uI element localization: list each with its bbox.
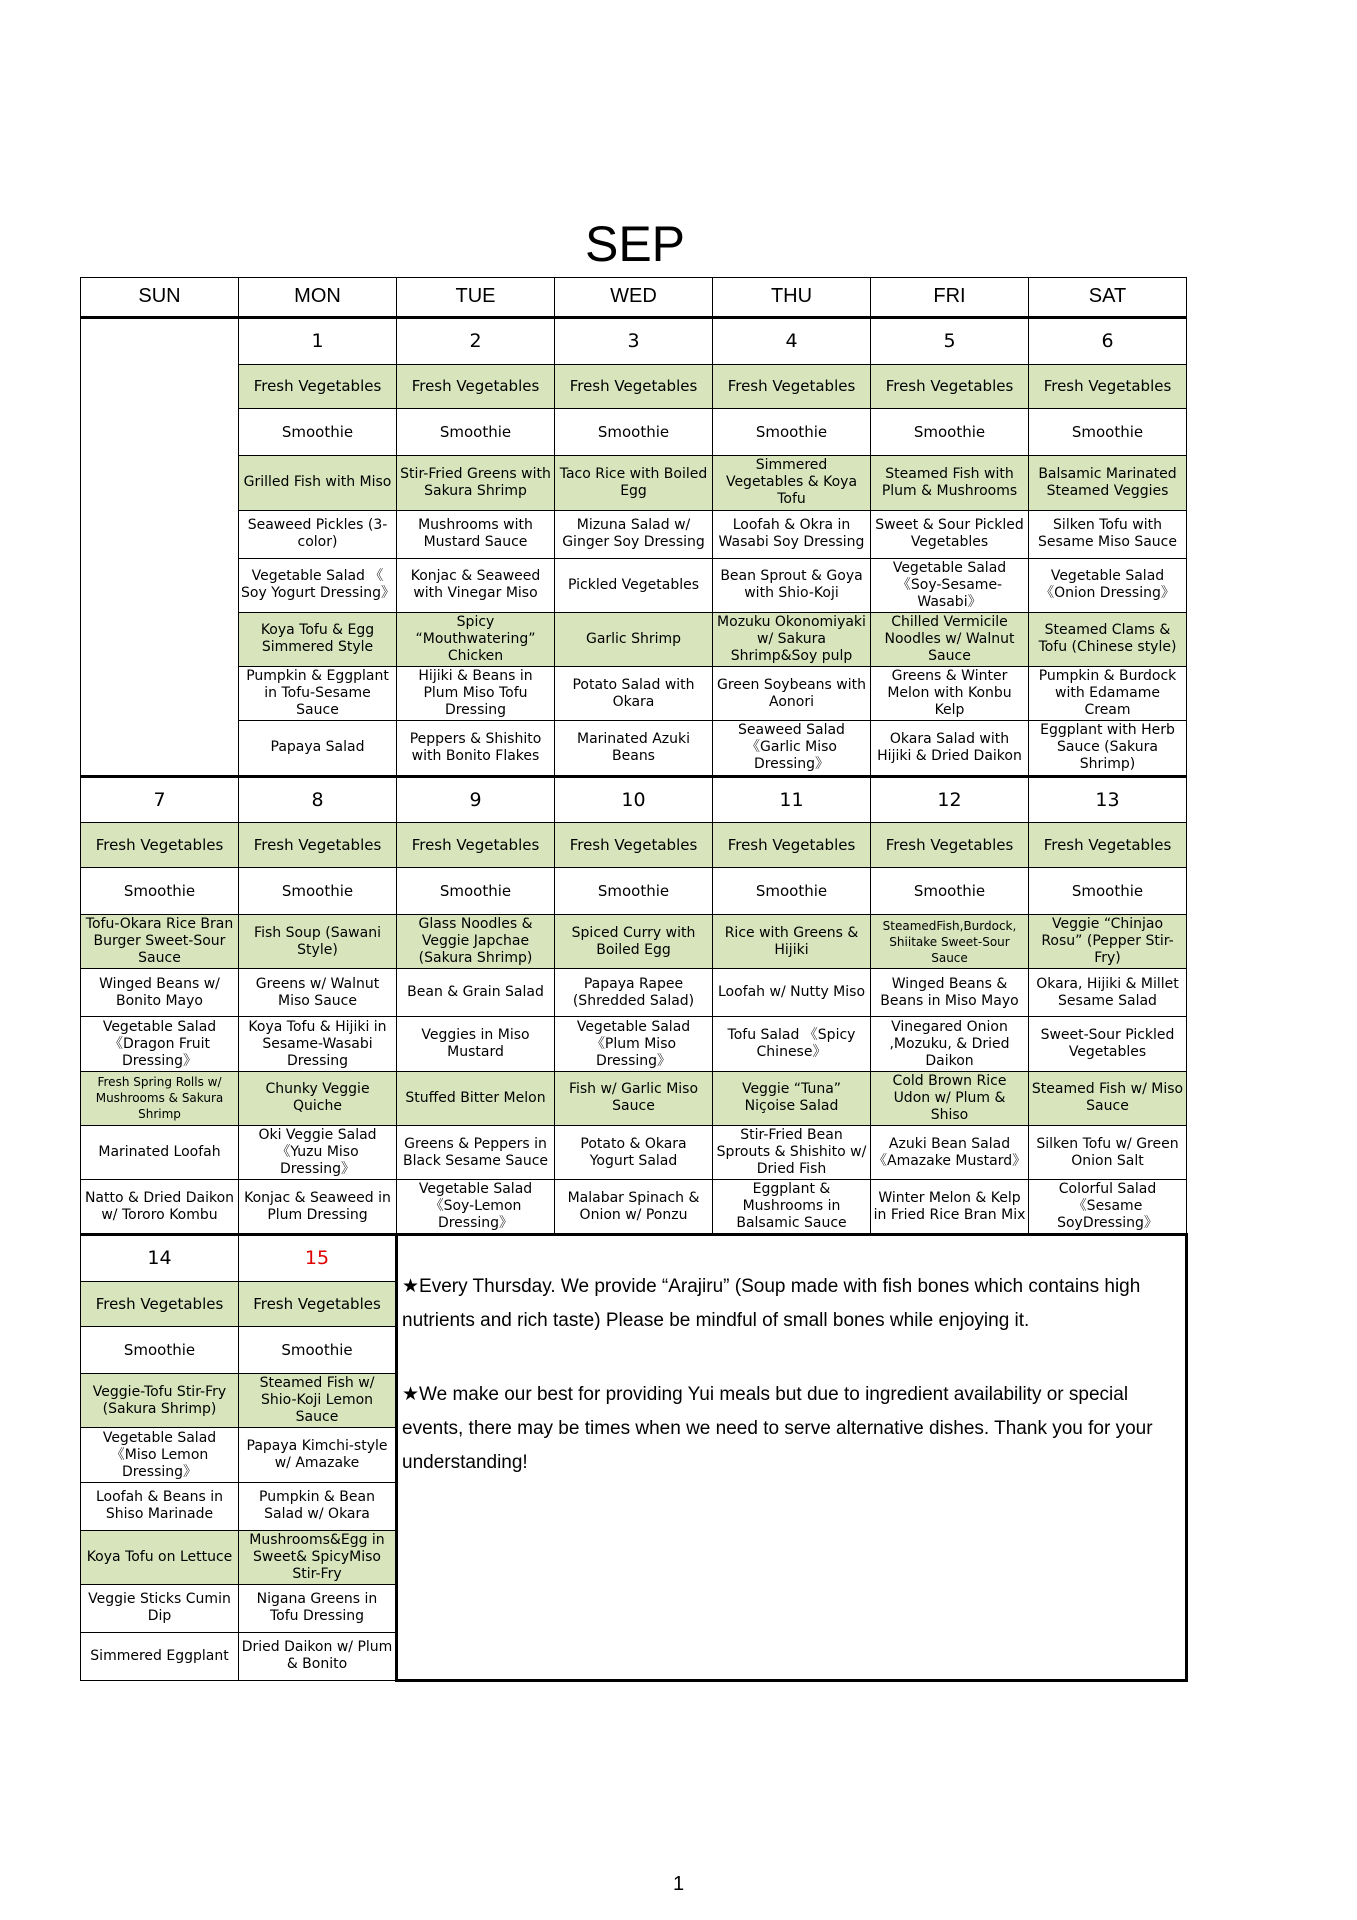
- menu-item: Rice with Greens & Hijiki: [713, 915, 871, 969]
- menu-item: Veggie “Tuna” Niçoise Salad: [713, 1071, 871, 1125]
- menu-item: Loofah & Okra in Wasabi Soy Dressing: [713, 510, 871, 558]
- week1-dish-row: [81, 667, 1187, 721]
- menu-item: Chilled Vermicile Noodles w/ Walnut Sauce: [871, 612, 1029, 666]
- menu-item: Bean Sprout & Goya with Shio-Koji: [713, 558, 871, 612]
- week2-vegetables-row: [81, 823, 1187, 868]
- menu-item: Fresh Vegetables: [239, 823, 397, 868]
- menu-item: Silken Tofu w/ Green Onion Salt: [1029, 1125, 1187, 1179]
- menu-item: Silken Tofu with Sesame Miso Sauce: [1029, 510, 1187, 558]
- holiday-date-number: 15: [239, 1235, 397, 1282]
- menu-item: Smoothie: [713, 868, 871, 915]
- date-number: 9: [397, 776, 555, 823]
- menu-item: Vegetable Salad 《Dragon Fruit Dressing》: [81, 1017, 239, 1071]
- thursday-soup-note: ★Every Thursday. We provide “Arajiru” (Soup made with fish bones which contains high nutrients and rich taste) Please be mindful of small bones while enjoying it.: [402, 1276, 1141, 1332]
- menu-item: Cold Brown Rice Udon w/ Plum & Shiso: [871, 1071, 1029, 1125]
- weekday-header-row: [81, 278, 1187, 318]
- weekday-header: WED: [555, 278, 713, 318]
- menu-item: Smoothie: [81, 1327, 239, 1374]
- menu-item: Fresh Vegetables: [871, 823, 1029, 868]
- menu-item: Papaya Salad: [239, 721, 397, 776]
- date-number: 14: [81, 1235, 239, 1282]
- menu-item: Green Soybeans with Aonori: [713, 667, 871, 721]
- menu-item: Smoothie: [397, 868, 555, 915]
- menu-item: Smoothie: [397, 409, 555, 456]
- menu-item: Vegetable Salad 《Soy-Lemon Dressing》: [397, 1180, 555, 1235]
- menu-item: Glass Noodles & Veggie Japchae (Sakura Shrimp): [397, 915, 555, 969]
- menu-item: Papaya Rapee (Shredded Salad): [555, 969, 713, 1017]
- menu-item: Koya Tofu on Lettuce: [81, 1530, 239, 1584]
- weekday-header: THU: [713, 278, 871, 318]
- empty-day-cell: [81, 317, 239, 776]
- menu-item: Colorful Salad 《Sesame SoyDressing》: [1029, 1180, 1187, 1235]
- menu-item: SteamedFish,Burdock, Shiitake Sweet-Sour Sauce: [871, 915, 1029, 969]
- menu-item: Stuffed Bitter Melon: [397, 1071, 555, 1125]
- week2-dish-row: [81, 1125, 1187, 1179]
- menu-item: Okara Salad with Hijiki & Dried Daikon: [871, 721, 1029, 776]
- menu-item: Mizuna Salad w/ Ginger Soy Dressing: [555, 510, 713, 558]
- menu-item: Smoothie: [871, 409, 1029, 456]
- menu-item: Simmered Eggplant: [81, 1632, 239, 1680]
- menu-item: Winged Beans & Beans in Miso Mayo: [871, 969, 1029, 1017]
- week2-dish-row: [81, 969, 1187, 1017]
- menu-item: Loofah & Beans in Shiso Marinade: [81, 1482, 239, 1530]
- menu-item: Stir-Fried Bean Sprouts & Shishito w/ Dried Fish: [713, 1125, 871, 1179]
- menu-item: Vegetable Salad 《Plum Miso Dressing》: [555, 1017, 713, 1071]
- date-number: 13: [1029, 776, 1187, 823]
- menu-item: Fresh Vegetables: [239, 1282, 397, 1327]
- date-number: 7: [81, 776, 239, 823]
- menu-item: Konjac & Seaweed with Vinegar Miso: [397, 558, 555, 612]
- week2-dish-row: [81, 915, 1187, 969]
- menu-item: Sweet & Sour Pickled Vegetables: [871, 510, 1029, 558]
- menu-item: Greens & Winter Melon with Konbu Kelp: [871, 667, 1029, 721]
- menu-item: Fresh Vegetables: [555, 364, 713, 409]
- week2-date-row: [81, 776, 1187, 823]
- week2-smoothie-row: [81, 868, 1187, 915]
- weekday-header: MON: [239, 278, 397, 318]
- week2-dish-row: [81, 1071, 1187, 1125]
- menu-item: Smoothie: [1029, 868, 1187, 915]
- menu-item: Veggie “Chinjao Rosu” (Pepper Stir-Fry): [1029, 915, 1187, 969]
- week1-dish-row: [81, 612, 1187, 666]
- date-number: 12: [871, 776, 1029, 823]
- weekday-header: SAT: [1029, 278, 1187, 318]
- menu-item: Malabar Spinach & Onion w/ Ponzu: [555, 1180, 713, 1235]
- week1-smoothie-row: [81, 409, 1187, 456]
- menu-item: Tofu-Okara Rice Bran Burger Sweet-Sour Sauce: [81, 915, 239, 969]
- menu-item: Steamed Fish with Plum & Mushrooms: [871, 456, 1029, 510]
- menu-item: Spiced Curry with Boiled Egg: [555, 915, 713, 969]
- menu-item: Fresh Vegetables: [1029, 364, 1187, 409]
- date-number: 4: [713, 317, 871, 364]
- menu-item: Fresh Vegetables: [81, 823, 239, 868]
- menu-item: Dried Daikon w/ Plum & Bonito: [239, 1632, 397, 1680]
- menu-item: Peppers & Shishito with Bonito Flakes: [397, 721, 555, 776]
- menu-item: Smoothie: [1029, 409, 1187, 456]
- menu-item: Simmered Vegetables & Koya Tofu: [713, 456, 871, 510]
- date-number: 10: [555, 776, 713, 823]
- menu-item: Konjac & Seaweed in Plum Dressing: [239, 1180, 397, 1235]
- menu-item: Vegetable Salad 《 Soy Yogurt Dressing》: [239, 558, 397, 612]
- page-number: 1: [672, 1873, 685, 1895]
- date-number: 2: [397, 317, 555, 364]
- menu-item: Spicy “Mouthwatering” Chicken: [397, 612, 555, 666]
- menu-item: Bean & Grain Salad: [397, 969, 555, 1017]
- menu-item: Marinated Azuki Beans: [555, 721, 713, 776]
- menu-item: Winter Melon & Kelp in Fried Rice Bran Mix: [871, 1180, 1029, 1235]
- weekday-header: FRI: [871, 278, 1029, 318]
- menu-item: Grilled Fish with Miso: [239, 456, 397, 510]
- menu-item: Fresh Vegetables: [871, 364, 1029, 409]
- menu-item: Smoothie: [239, 1327, 397, 1374]
- menu-item: Oki Veggie Salad 《Yuzu Miso Dressing》: [239, 1125, 397, 1179]
- menu-item: Smoothie: [555, 868, 713, 915]
- menu-item: Mozuku Okonomiyaki w/ Sakura Shrimp&Soy pulp: [713, 612, 871, 666]
- menu-item: Mushrooms&Egg in Sweet& SpicyMiso Stir-Fry: [239, 1530, 397, 1584]
- week1-date-row: [81, 317, 1187, 364]
- menu-calendar: [80, 277, 1188, 1682]
- menu-item: Vinegared Onion ,Mozuku, & Dried Daikon: [871, 1017, 1029, 1071]
- weekday-header: TUE: [397, 278, 555, 318]
- menu-item: Pumpkin & Burdock with Edamame Cream: [1029, 667, 1187, 721]
- menu-item: Pumpkin & Eggplant in Tofu-Sesame Sauce: [239, 667, 397, 721]
- menu-item: Chunky Veggie Quiche: [239, 1071, 397, 1125]
- menu-item: Okara, Hijiki & Millet Sesame Salad: [1029, 969, 1187, 1017]
- week2-dish-row: [81, 1180, 1187, 1235]
- menu-item: Eggplant & Mushrooms in Balsamic Sauce: [713, 1180, 871, 1235]
- menu-item: Fish w/ Garlic Miso Sauce: [555, 1071, 713, 1125]
- menu-item: Steamed Fish w/ Miso Sauce: [1029, 1071, 1187, 1125]
- menu-item: Steamed Clams & Tofu (Chinese style): [1029, 612, 1187, 666]
- menu-item: Pickled Vegetables: [555, 558, 713, 612]
- menu-item: Vegetable Salad 《Soy-Sesame-Wasabi》: [871, 558, 1029, 612]
- menu-item: Mushrooms with Mustard Sauce: [397, 510, 555, 558]
- week1-vegetables-row: [81, 364, 1187, 409]
- menu-item: Smoothie: [239, 868, 397, 915]
- menu-item: Smoothie: [713, 409, 871, 456]
- menu-item: Sweet-Sour Pickled Vegetables: [1029, 1017, 1187, 1071]
- menu-item: Fresh Vegetables: [555, 823, 713, 868]
- menu-item: Koya Tofu & Hijiki in Sesame-Wasabi Dressing: [239, 1017, 397, 1071]
- menu-item: Papaya Kimchi-style w/ Amazake: [239, 1428, 397, 1482]
- menu-item: Vegetable Salad 《Onion Dressing》: [1029, 558, 1187, 612]
- menu-item: Steamed Fish w/ Shio-Koji Lemon Sauce: [239, 1374, 397, 1428]
- menu-item: Balsamic Marinated Steamed Veggies: [1029, 456, 1187, 510]
- menu-item: Marinated Loofah: [81, 1125, 239, 1179]
- menu-item: Loofah w/ Nutty Miso: [713, 969, 871, 1017]
- menu-item: Azuki Bean Salad 《Amazake Mustard》: [871, 1125, 1029, 1179]
- menu-item: Fresh Vegetables: [713, 823, 871, 868]
- menu-item: Smoothie: [555, 409, 713, 456]
- menu-item: Fresh Vegetables: [713, 364, 871, 409]
- menu-item: Koya Tofu & Egg Simmered Style: [239, 612, 397, 666]
- menu-item: Fresh Vegetables: [397, 364, 555, 409]
- week1-dish-row: [81, 510, 1187, 558]
- menu-item: Tofu Salad 《Spicy Chinese》: [713, 1017, 871, 1071]
- date-number: 1: [239, 317, 397, 364]
- menu-item: Smoothie: [239, 409, 397, 456]
- date-number: 3: [555, 317, 713, 364]
- menu-item: Veggie-Tofu Stir-Fry (Sakura Shrimp): [81, 1374, 239, 1428]
- menu-item: Winged Beans w/ Bonito Mayo: [81, 969, 239, 1017]
- menu-item: Greens & Peppers in Black Sesame Sauce: [397, 1125, 555, 1179]
- menu-item: Fresh Vegetables: [1029, 823, 1187, 868]
- week3-date-row: [81, 1235, 1187, 1282]
- date-number: 11: [713, 776, 871, 823]
- menu-item: Fresh Vegetables: [239, 364, 397, 409]
- date-number: 5: [871, 317, 1029, 364]
- week2-dish-row: [81, 1017, 1187, 1071]
- menu-item: Pumpkin & Bean Salad w/ Okara: [239, 1482, 397, 1530]
- menu-item: Stir-Fried Greens with Sakura Shrimp: [397, 456, 555, 510]
- menu-item: Potato Salad with Okara: [555, 667, 713, 721]
- menu-item: Seaweed Salad 《Garlic Miso Dressing》: [713, 721, 871, 776]
- weekday-header: SUN: [81, 278, 239, 318]
- menu-item: Fresh Vegetables: [397, 823, 555, 868]
- menu-item: Garlic Shrimp: [555, 612, 713, 666]
- menu-item: Eggplant with Herb Sauce (Sakura Shrimp): [1029, 721, 1187, 776]
- week1-dish-row: [81, 558, 1187, 612]
- menu-item: Hijiki & Beans in Plum Miso Tofu Dressing: [397, 667, 555, 721]
- week1-dish-row: [81, 721, 1187, 776]
- menu-item: Veggie Sticks Cumin Dip: [81, 1584, 239, 1632]
- menu-item: Fish Soup (Sawani Style): [239, 915, 397, 969]
- page-title: SEP: [584, 216, 686, 272]
- menu-item: Greens w/ Walnut Miso Sauce: [239, 969, 397, 1017]
- menu-item: Fresh Spring Rolls w/ Mushrooms & Sakura Shrimp: [81, 1071, 239, 1125]
- menu-item: Smoothie: [81, 868, 239, 915]
- menu-change-note: ★We make our best for providing Yui meals but due to ingredient availability or special events, there may be times when we need to serve alternative dishes. Thank you for your understanding!: [402, 1384, 1153, 1474]
- menu-item: Nigana Greens in Tofu Dressing: [239, 1584, 397, 1632]
- week1-dish-row: [81, 456, 1187, 510]
- date-number: 6: [1029, 317, 1187, 364]
- menu-item: Vegetable Salad《Miso Lemon Dressing》: [81, 1428, 239, 1482]
- menu-item: Veggies in Miso Mustard: [397, 1017, 555, 1071]
- menu-item: Fresh Vegetables: [81, 1282, 239, 1327]
- menu-item: Natto & Dried Daikon w/ Tororo Kombu: [81, 1180, 239, 1235]
- date-number: 8: [239, 776, 397, 823]
- notes-panel: [397, 1235, 1187, 1681]
- menu-item: Smoothie: [871, 868, 1029, 915]
- menu-item: Seaweed Pickles (3-color): [239, 510, 397, 558]
- menu-item: Potato & Okara Yogurt Salad: [555, 1125, 713, 1179]
- menu-item: Taco Rice with Boiled Egg: [555, 456, 713, 510]
